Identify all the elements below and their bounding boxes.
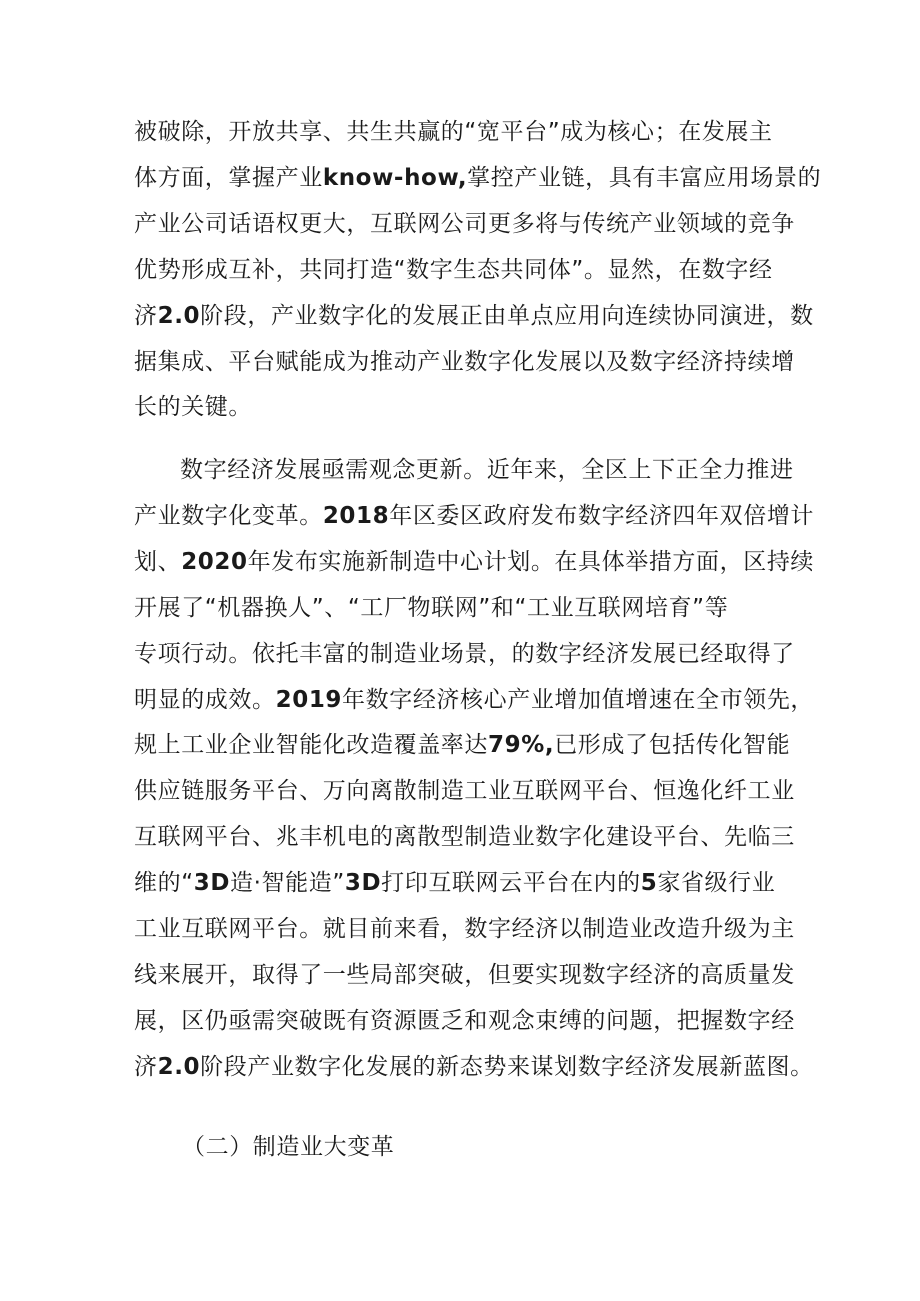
text-line: 数字经济发展亟需观念更新。近年来，全区上下正全力推进 [180,457,794,483]
bold-text: know-how, [322,164,468,191]
bold-text: 2020 [181,548,248,575]
text-line: 产业数字化变革。2018年区委区政府发布数字经济四年双倍增计 [134,502,815,529]
bold-text: 3D [193,870,231,897]
bold-text: 2019 [275,686,343,713]
bold-text: 2018 [322,502,390,529]
text-line: 济2.0阶段，产业数字化的发展正由单点应用向连续协同演进，数 [134,302,814,329]
text-line: 体方面，掌握产业know-how,掌控产业链，具有丰富应用场景的 [134,164,822,191]
text-line: 产业公司话语权更大，互联网公司更多将与传统产业领域的竞争 [134,210,795,237]
bold-text: 79%, [488,732,555,759]
section-heading: （二）制造业大变革 [182,1134,395,1160]
text-line: 被破除，开放共享、共生共赢的“宽平台”成为核心；在发展主 [134,119,773,145]
text-line: 展，区仍亟需突破既有资源匮乏和观念束缚的问题，把握数字经 [134,1007,795,1034]
text-line: 据集成、平台赋能成为推动产业数字化发展以及数字经济持续增 [134,348,795,375]
text-line: 长的关键。 [134,394,252,421]
text-line: 维的“3D造·智能造”3D打印互联网云平台在内的5家省级行业 [134,870,776,897]
text-line: 专项行动。依托丰富的制造业场景，的数字经济发展已经取得了 [134,640,795,667]
text-line: 划、2020年发布实施新制造中心计划。在具体举措方面，区持续 [134,548,815,575]
text-line: 开展了“机器换人”、“工厂物联网”和“工业互联网培育”等 [134,594,729,621]
text-line: 供应链服务平台、万向离散制造工业互联网平台、恒逸化纤工业 [134,778,795,805]
text-line: 工业互联网平台。就目前来看，数字经济以制造业改造升级为主 [134,916,795,942]
bold-text: 3D [344,870,382,897]
text-line: 规上工业企业智能化改造覆盖率达79%,已形成了包括传化智能 [134,732,791,759]
text-line: 互联网平台、兆丰机电的离散型制造业数字化建设平台、先临三 [134,824,795,851]
bold-text: 5 [640,870,658,897]
text-line: 线来展开，取得了一些局部突破，但要实现数字经济的高质量发 [134,961,795,988]
text-line: 明显的成效。2019年数字经济核心产业增加值增速在全市领先， [134,686,815,713]
bold-text: 2.0 [157,302,201,329]
text-line: 优势形成互补，共同打造“数字生态共同体”。显然，在数字经 [134,256,773,283]
bold-text: 2.0 [157,1053,201,1080]
text-line: 济2.0阶段产业数字化发展的新态势来谋划数字经济发展新蓝图。 [134,1053,814,1080]
